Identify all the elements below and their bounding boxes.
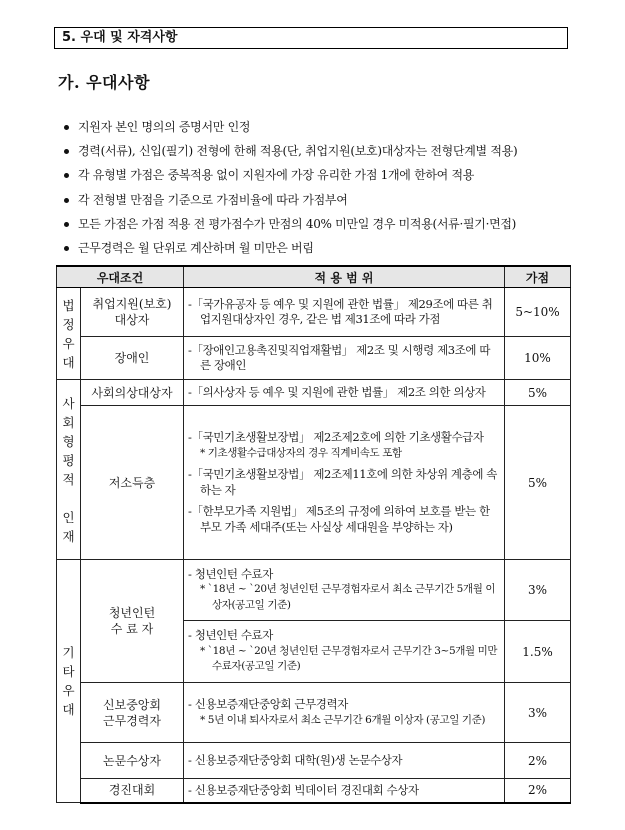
scope-note: * 5년 이내 퇴사자로서 최소 근무기간 6개월 이상자 (공고일 기준) — [200, 713, 486, 726]
header-condition: 우대조건 — [57, 266, 184, 288]
condition-cell: 저소득층 — [81, 406, 184, 560]
subsection-title: 가. 우대사항 — [58, 73, 150, 92]
scope-text: -「국민기초생활보장법」 제2조제11호에 의한 차상위 계층에 속하는 자 — [188, 467, 498, 497]
scope-text: - 신용보증재단중앙회 대학(원)생 논문수상자 — [188, 752, 403, 767]
table-row — [57, 779, 571, 803]
condition-cell: 경진대회 — [81, 779, 184, 803]
header-scope: 적 용 범 위 — [184, 266, 505, 288]
category-legal: 법 정 우 대 — [57, 288, 81, 380]
category-social: 사 회 형 평 적 인 재 — [57, 380, 81, 560]
table-row — [57, 337, 571, 380]
points-cell: 2% — [505, 743, 571, 779]
preference-bullet-list — [60, 115, 570, 260]
category-other: 기 타 우 대 — [57, 560, 81, 803]
scope-cell — [184, 683, 505, 743]
points-cell: 5~10% — [505, 288, 571, 337]
scope-cell — [184, 380, 505, 406]
scope-cell — [184, 560, 505, 621]
scope-text: -「국민기초생활보장법」 제2조제2호에 의한 기초생활수급자 — [188, 430, 484, 444]
table-row — [57, 380, 571, 406]
points-cell: 3% — [505, 683, 571, 743]
table-row — [57, 560, 571, 621]
points-cell: 2% — [505, 779, 571, 803]
condition-cell: 논문수상자 — [81, 743, 184, 779]
points-cell: 1.5% — [505, 621, 571, 683]
scope-text: - 신용보증재단중앙회 빅데이터 경진대회 수상자 — [188, 782, 419, 797]
scope-note: * `18년 ~ `20년 청년인턴 근무경험자로서 근무기간 3~5개월 미만 수료자(공고일 기준) — [200, 644, 498, 673]
scope-text: -「한부모가족 지원법」 제5조의 규정에 의하여 보호를 받는 한부모 가족 세대주(또는 사실상 세대원을 부양하는 자) — [188, 504, 490, 534]
scope-cell — [184, 621, 505, 683]
bullet-item: 모든 가점은 가점 적용 전 평가점수가 만점의 40% 미만일 경우 미적용(서류·필기·면접) — [60, 212, 570, 236]
condition-cell: 신보중앙회 근무경력자 — [81, 683, 184, 743]
table-row — [57, 683, 571, 743]
scope-text: -「장애인고용촉진및직업재활법」 제2조 및 시행령 제3조에 따른 장애인 — [188, 342, 491, 372]
condition-cell: 장애인 — [81, 337, 184, 380]
table-row — [57, 406, 571, 560]
table-row — [57, 288, 571, 337]
scope-cell — [184, 406, 505, 560]
scope-cell — [184, 743, 505, 779]
bullet-item: 각 유형별 가점은 중복적용 없이 지원자에 가장 유리한 가점 1개에 한하여 적용 — [60, 163, 570, 187]
bullet-item: 지원자 본인 명의의 증명서만 인정 — [60, 115, 570, 139]
section-title: 5. 우대 및 자격사항 — [54, 27, 568, 49]
scope-text: - 신용보증재단중앙회 근무경력자 — [188, 697, 348, 711]
points-cell: 5% — [505, 380, 571, 406]
preference-table — [56, 265, 571, 804]
condition-cell: 취업지원(보호) 대상자 — [81, 288, 184, 337]
scope-text: -「국가유공자 등 예우 및 지원에 관한 법률」 제29조에 따른 취업지원대상자인 경우, 같은 법 제31조에 따라 가점 — [188, 296, 493, 326]
condition-cell: 청년인턴 수 료 자 — [81, 560, 184, 683]
points-cell: 5% — [505, 406, 571, 560]
bullet-item: 근무경력은 월 단위로 계산하며 월 미만은 버림 — [60, 236, 570, 260]
points-cell: 10% — [505, 337, 571, 380]
bullet-item: 각 전형별 만점을 기준으로 가점비율에 따라 가점부여 — [60, 188, 570, 212]
scope-text: - 청년인턴 수료자 — [188, 566, 273, 581]
scope-cell — [184, 288, 505, 337]
scope-cell — [184, 779, 505, 803]
header-points: 가점 — [505, 266, 571, 288]
table-header-row — [57, 266, 571, 288]
scope-note: * `18년 ~ `20년 청년인턴 근무경험자로서 최소 근무기간 5개월 이상자(공고일 기준) — [200, 583, 496, 611]
scope-text: - 청년인턴 수료자 — [188, 628, 273, 643]
bullet-item: 경력(서류), 신입(필기) 전형에 한해 적용(단, 취업지원(보호)대상자는 전형단계별 적용) — [60, 139, 570, 163]
scope-cell — [184, 337, 505, 380]
table-row — [57, 743, 571, 779]
condition-cell: 사회의상대상자 — [81, 380, 184, 406]
scope-note: * 기초생활수급대상자의 경우 직계비속도 포함 — [200, 446, 402, 459]
points-cell: 3% — [505, 560, 571, 621]
scope-text: -「의사상자 등 예우 및 지원에 관한 법률」 제2조 의한 의상자 — [188, 384, 486, 399]
